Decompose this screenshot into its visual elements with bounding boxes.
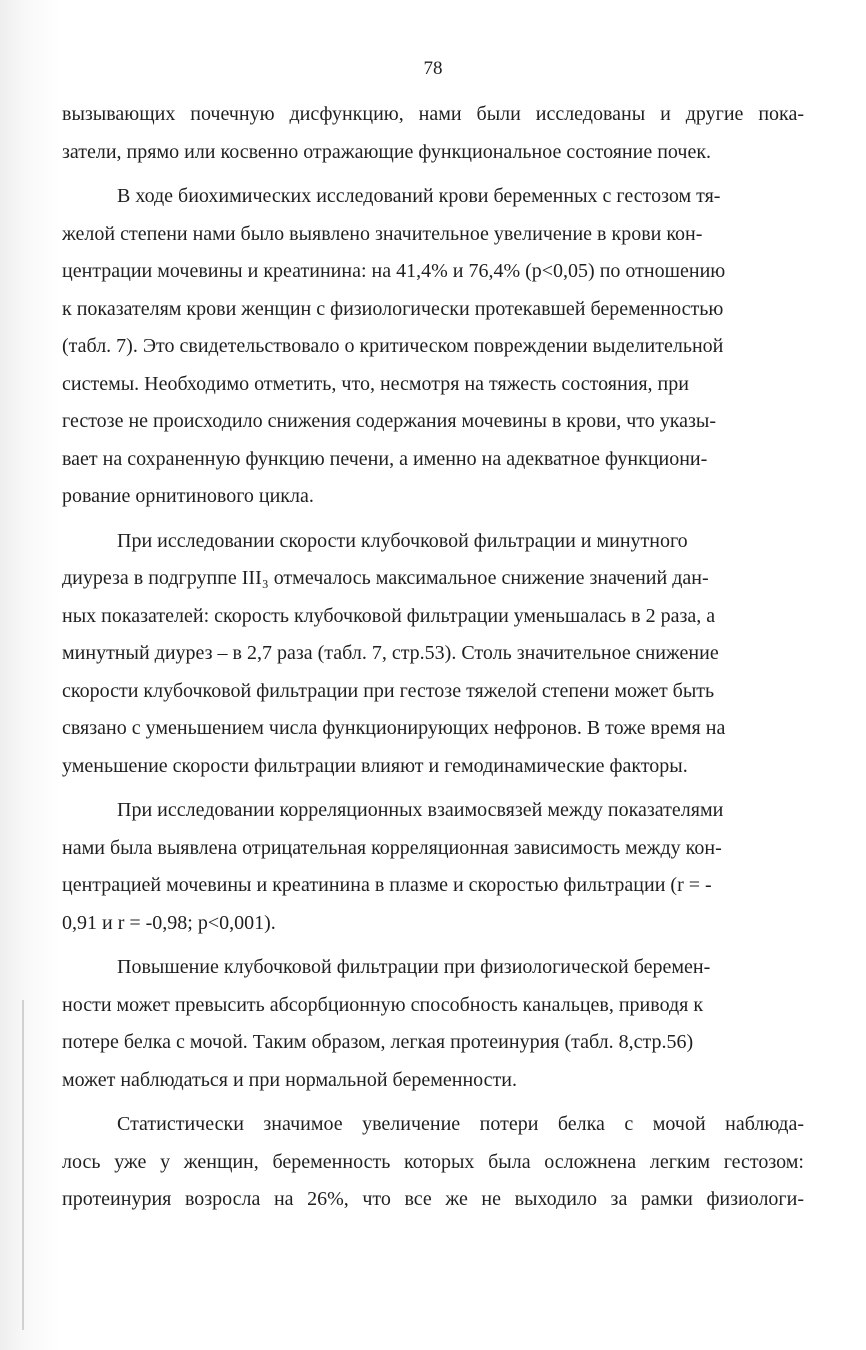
text-line: связано с уменьшением числа функционирующих нефронов. В тоже время на <box>62 717 726 739</box>
paragraph-5 <box>62 949 804 1099</box>
paragraph-2 <box>62 178 804 516</box>
text-line: диуреза в подгруппе III₃ отмечалось максимальное снижение значений дан- <box>62 567 709 589</box>
text-line: скорости клубочковой фильтрации при гестозе тяжелой степени может быть <box>62 679 715 702</box>
text-line: к показателям крови женщин с физиологически протекавшей беременностью <box>62 297 724 320</box>
text-line: рование орнитинового цикла. <box>62 485 314 507</box>
text-line: лось уже у женщин, беременность которых была осложнена легким гестозом: <box>62 1150 804 1173</box>
text-line: ных показателей: скорость клубочковой фильтрации уменьшалась в 2 раза, а <box>62 604 716 627</box>
text-line: гестозе не происходило снижения содержания мочевины в крови, что указы- <box>62 410 717 432</box>
text-line: системы. Необходимо отметить, что, несмотря на тяжесть состояния, при <box>62 372 689 395</box>
text-line: Повышение клубочковой фильтрации при физиологической беремен- <box>117 956 711 978</box>
text-line: нами была выявлена отрицательная корреляционная зависимость между кон- <box>62 836 722 859</box>
text-line: В ходе биохимических исследований крови беременных с гестозом тя- <box>117 185 721 207</box>
scan-edge-shadow <box>22 1000 24 1330</box>
paragraph-1 <box>62 96 804 171</box>
text-line: минутный диурез – в 2,7 раза (табл. 7, стр.53). Столь значительное снижение <box>62 642 719 664</box>
text-line: (табл. 7). Это свидетельствовало о критическом повреждении выделительной <box>62 335 724 357</box>
text-line: затели, прямо или косвенно отражающие функциональное состояние почек. <box>62 140 712 163</box>
page-number: 78 <box>423 58 443 79</box>
paragraph-6 <box>62 1106 804 1219</box>
text-line: Статистически значимое увеличение потери белка с мочой наблюда- <box>117 1113 804 1135</box>
text-line: вает на сохраненную функцию печени, а именно на адекватное функциони- <box>62 447 708 470</box>
text-line: При исследовании скорости клубочковой фильтрации и минутного <box>117 529 688 552</box>
text-line: 0,91 и r = -0,98; p<0,001). <box>62 911 276 934</box>
text-line: может наблюдаться и при нормальной беременности. <box>62 1068 517 1091</box>
text-line: потере белка с мочой. Таким образом, легкая протеинурия (табл. 8,стр.56) <box>62 1031 694 1053</box>
text-line: При исследовании корреляционных взаимосвязей между показателями <box>117 799 724 821</box>
text-line: центрации мочевины и креатинина: на 41,4% и 76,4% (p<0,05) по отношению <box>62 260 726 282</box>
text-line: желой степени нами было выявлено значительное увеличение в крови кон- <box>62 222 703 245</box>
text-line: ности может превысить абсорбционную способность канальцев, приводя к <box>62 993 704 1016</box>
paragraph-3 <box>62 523 804 786</box>
body-text <box>62 96 804 1219</box>
text-line: центрацией мочевины и креатинина в плазме и скоростью фильтрации (r = - <box>62 874 712 896</box>
text-line: вызывающих почечную дисфункцию, нами были исследованы и другие пока- <box>62 103 804 125</box>
paragraph-4 <box>62 792 804 942</box>
text-line: протеинурия возросла на 26%, что все же не выходило за рамки физиологи- <box>62 1188 804 1210</box>
text-line: уменьшение скорости фильтрации влияют и гемодинамические факторы. <box>62 754 688 777</box>
